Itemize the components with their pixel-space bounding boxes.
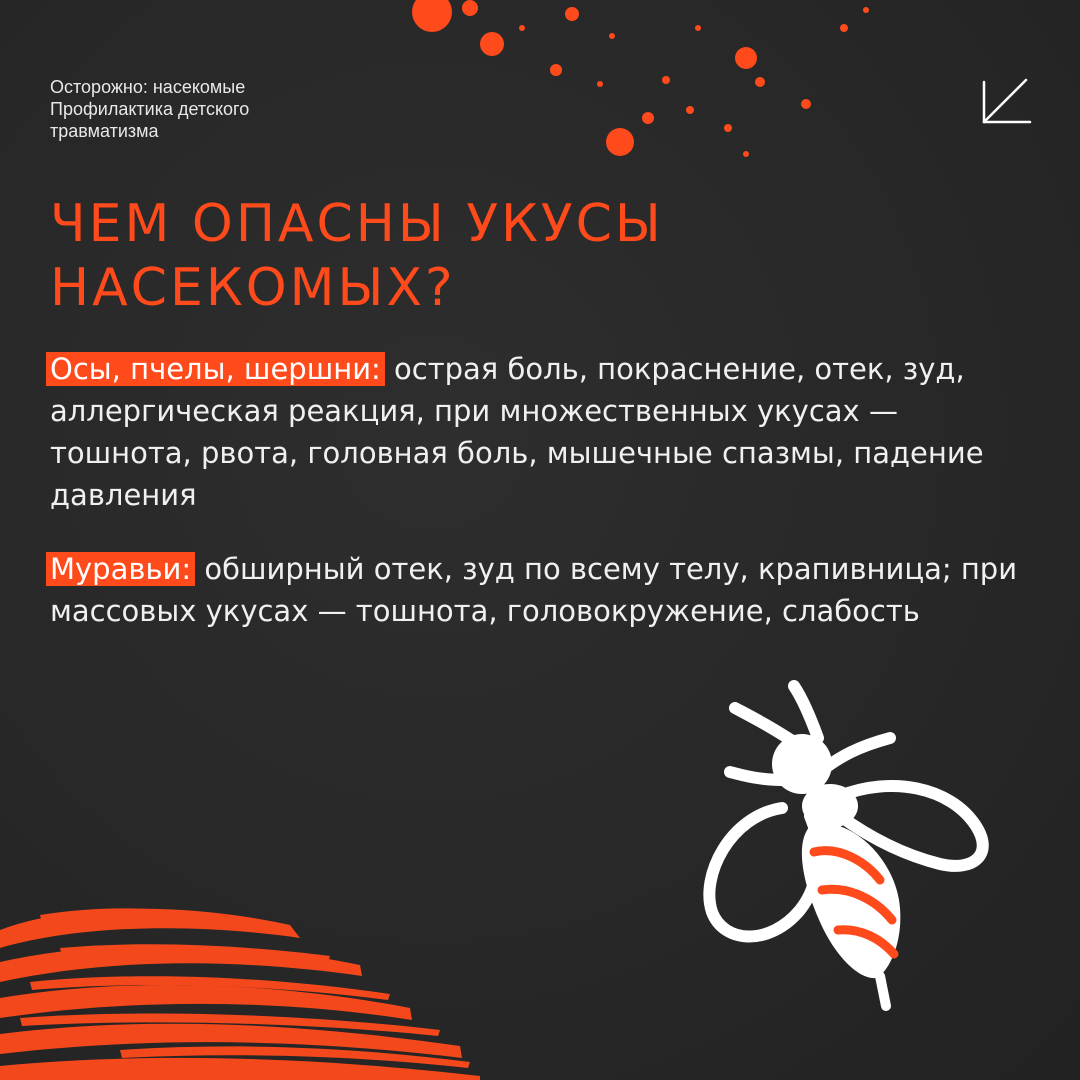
title-line-1: ЧЕМ ОПАСНЫ УКУСЫ (50, 194, 664, 254)
header (50, 76, 249, 142)
page-title (50, 192, 664, 320)
header-line-3: травматизма (50, 121, 159, 141)
section-text-ants: обширный отек, зуд по всему телу, крапивница; при массовых укусах — тошнота, головокружение, слабость (50, 552, 1018, 628)
arrow-down-left-icon[interactable] (976, 76, 1032, 128)
section-wasps-bees (50, 348, 1040, 516)
section-label-wasps: Осы, пчелы, шершни: (46, 352, 385, 386)
section-ants (50, 548, 1040, 632)
header-line-1: Осторожно: насекомые (50, 77, 246, 97)
title-line-2: НАСЕКОМЫХ? (50, 258, 456, 318)
section-text-wasps: острая боль, покраснение, отек, зуд, аллергическая реакция, при множественных укусах — тошнота, рвота, головная боль, мышечные спазмы, падение давления (50, 352, 984, 512)
bee-icon (690, 676, 1050, 1016)
header-line-2: Профилактика детского (50, 99, 250, 119)
section-label-ants: Муравьи: (46, 552, 195, 586)
